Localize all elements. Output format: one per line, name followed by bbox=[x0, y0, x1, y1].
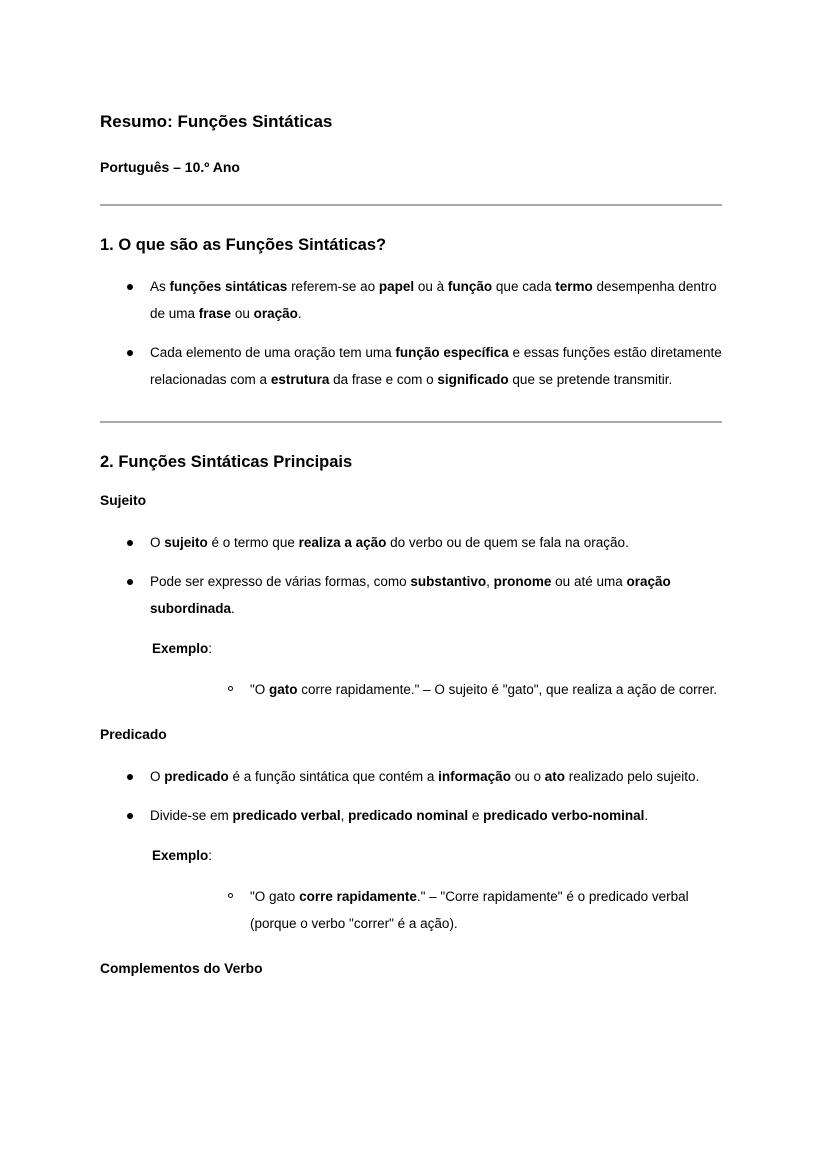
text-run: , bbox=[340, 808, 349, 823]
text-run: Resumo: Funções Sintáticas bbox=[100, 112, 333, 131]
bullet-disc-icon bbox=[127, 284, 133, 290]
text-run: funções sintáticas bbox=[169, 279, 288, 294]
text-run: é a função sintática que contém a bbox=[228, 769, 439, 784]
text-run: . bbox=[644, 808, 649, 823]
subsection-heading bbox=[100, 726, 728, 744]
text-run: 2. Funções Sintáticas Principais bbox=[100, 453, 353, 471]
text-run: predicado bbox=[164, 769, 229, 784]
text-run: ou à bbox=[414, 279, 448, 294]
text-run: "O bbox=[250, 682, 270, 697]
bullet-disc-icon bbox=[127, 540, 133, 546]
subsection-heading bbox=[100, 492, 728, 510]
bullet-circle-icon bbox=[228, 686, 233, 691]
text-run: significado bbox=[437, 372, 509, 387]
section-heading bbox=[100, 451, 728, 474]
bullet-item bbox=[100, 802, 728, 829]
text-run: : bbox=[208, 848, 213, 863]
text-run: "O gato bbox=[250, 889, 300, 904]
text-run: pronome bbox=[493, 574, 552, 589]
text-run: ou bbox=[231, 306, 254, 321]
text-run: Complementos do Verbo bbox=[100, 961, 263, 976]
text-run: realiza a ação bbox=[298, 535, 387, 550]
bullet-item bbox=[100, 568, 728, 622]
text-run: . bbox=[231, 601, 235, 616]
bullet-item bbox=[100, 763, 728, 790]
bullet-disc-icon bbox=[127, 350, 133, 356]
text-run: Pode ser expresso de várias formas, como bbox=[150, 574, 411, 589]
text-run: realizado pelo sujeito. bbox=[564, 769, 700, 784]
text-run: predicado verbo-nominal bbox=[483, 808, 645, 823]
section-heading bbox=[100, 234, 728, 257]
example-label bbox=[100, 635, 728, 662]
text-run: informação bbox=[438, 769, 511, 784]
text-run: Divide-se em bbox=[150, 808, 233, 823]
text-run: predicado verbal bbox=[232, 808, 341, 823]
bullet-item bbox=[100, 529, 728, 556]
document-title bbox=[100, 111, 728, 132]
section-divider bbox=[100, 204, 722, 206]
text-run: Sujeito bbox=[100, 493, 146, 508]
text-run: gato bbox=[269, 682, 298, 697]
text-run: predicado nominal bbox=[348, 808, 469, 823]
text-run: e essas funções estão diretamente relacionadas com a bbox=[150, 345, 722, 387]
bullet-disc-icon bbox=[127, 813, 133, 819]
example-label bbox=[100, 842, 728, 869]
sub-bullet-item bbox=[100, 676, 728, 703]
text-run: , bbox=[486, 574, 494, 589]
text-run: As bbox=[150, 279, 170, 294]
text-run: . bbox=[297, 306, 302, 321]
text-run: papel bbox=[378, 279, 415, 294]
subsection-heading bbox=[100, 960, 728, 978]
text-run: que cada bbox=[492, 279, 556, 294]
text-run: ou o bbox=[510, 769, 545, 784]
text-run: corre rapidamente." – O sujeito é "gato", que realiza a ação de correr. bbox=[297, 682, 718, 697]
section-divider bbox=[100, 421, 722, 423]
text-run: termo bbox=[555, 279, 593, 294]
bullet-item bbox=[100, 273, 728, 327]
text-run: estrutura bbox=[270, 372, 330, 387]
text-run: oração bbox=[253, 306, 298, 321]
text-run: ou até uma bbox=[551, 574, 627, 589]
text-run: função bbox=[447, 279, 493, 294]
text-run: referem-se ao bbox=[287, 279, 379, 294]
text-run: é o termo que bbox=[207, 535, 299, 550]
document-subtitle bbox=[100, 158, 728, 176]
text-run: O bbox=[150, 535, 165, 550]
bullet-circle-icon bbox=[228, 893, 233, 898]
text-run: da frase e com o bbox=[329, 372, 438, 387]
text-run: ." – "Corre rapidamente" é o predicado verbal (porque o verbo "correr" é a ação). bbox=[250, 889, 689, 931]
text-run: Português – 10.º Ano bbox=[100, 159, 240, 175]
text-run: e bbox=[468, 808, 484, 823]
text-run: ato bbox=[544, 769, 565, 784]
text-run: do verbo ou de quem se fala na oração. bbox=[386, 535, 629, 550]
text-run: frase bbox=[198, 306, 232, 321]
text-run: O bbox=[150, 769, 165, 784]
text-run: oração subordinada bbox=[150, 574, 671, 616]
text-run: 1. O que são as Funções Sintáticas? bbox=[100, 236, 387, 254]
sub-bullet-item bbox=[100, 883, 728, 937]
text-run: sujeito bbox=[164, 535, 208, 550]
text-run: Exemplo bbox=[152, 641, 209, 656]
bullet-item bbox=[100, 339, 728, 393]
text-run: que se pretende transmitir. bbox=[508, 372, 673, 387]
text-run: : bbox=[208, 641, 213, 656]
text-run: desempenha dentro de uma bbox=[150, 279, 717, 321]
text-run: Cada elemento de uma oração tem uma bbox=[150, 345, 396, 360]
text-run: Predicado bbox=[100, 727, 167, 742]
text-run: substantivo bbox=[410, 574, 487, 589]
text-run: função específica bbox=[395, 345, 509, 360]
text-run: Exemplo bbox=[152, 848, 209, 863]
text-run: corre rapidamente bbox=[299, 889, 417, 904]
bullet-disc-icon bbox=[127, 579, 133, 585]
bullet-disc-icon bbox=[127, 774, 133, 780]
